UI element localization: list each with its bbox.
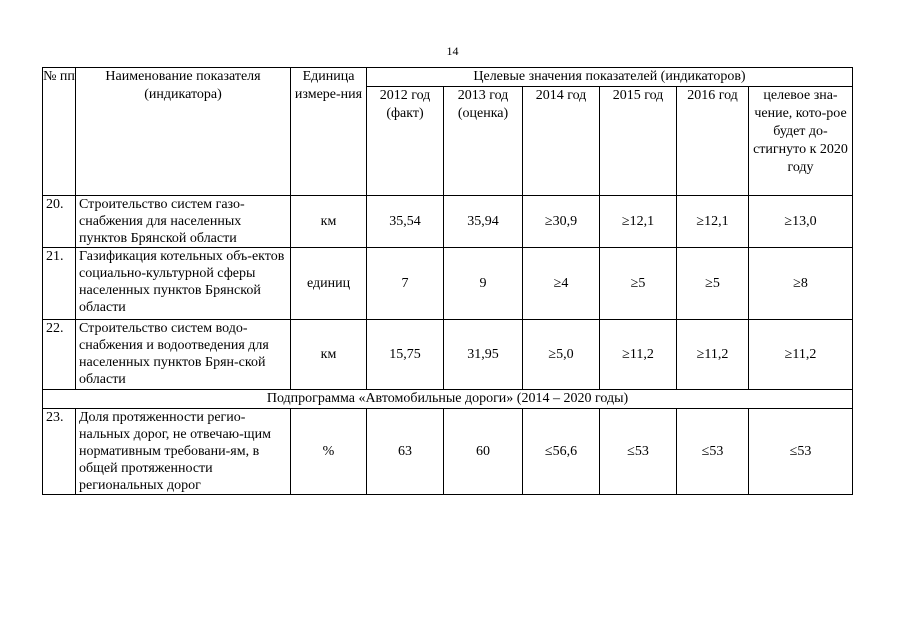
row-name: Доля протяженности регио-нальных дорог, не отвечаю-щим нормативным требовани-ям, в общей протяженности региональных дорог: [76, 409, 291, 495]
header-year-2016: 2016 год: [677, 87, 749, 196]
row-num: 23.: [43, 409, 76, 495]
header-unit: Единица измере-ния: [291, 68, 367, 196]
row-name: Газификация котельных объ-ектов социально-культурной сферы населенных пунктов Брянской области: [76, 248, 291, 320]
table-row: [43, 196, 853, 248]
row-value: ≤56,6: [523, 409, 600, 495]
row-name: Строительство систем водо-снабжения и водоотведения для населенных пунктов Брян-ской области: [76, 320, 291, 390]
row-value: ≥12,1: [600, 196, 677, 248]
row-value: 35,94: [444, 196, 523, 248]
row-value: 9: [444, 248, 523, 320]
row-unit: единиц: [291, 248, 367, 320]
row-value: ≥11,2: [677, 320, 749, 390]
row-value: ≥12,1: [677, 196, 749, 248]
row-value: ≥5: [677, 248, 749, 320]
subprogram-title: Подпрограмма «Автомобильные дороги» (2014 – 2020 годы): [43, 390, 853, 409]
row-value: ≤53: [677, 409, 749, 495]
row-unit: %: [291, 409, 367, 495]
header-year-2013: 2013 год (оценка): [444, 87, 523, 196]
row-num: 20.: [43, 196, 76, 248]
header-year-2015: 2015 год: [600, 87, 677, 196]
row-value: ≥13,0: [749, 196, 853, 248]
header-year-2012: 2012 год (факт): [367, 87, 444, 196]
row-value: ≥5: [600, 248, 677, 320]
header-year-2014: 2014 год: [523, 87, 600, 196]
row-value: 60: [444, 409, 523, 495]
header-targets: Целевые значения показателей (индикаторов): [367, 68, 853, 87]
subprogram-row: [43, 390, 853, 409]
table-row: [43, 409, 853, 495]
row-value: 63: [367, 409, 444, 495]
row-value: ≤53: [749, 409, 853, 495]
row-value: 15,75: [367, 320, 444, 390]
row-num: 22.: [43, 320, 76, 390]
row-value: ≥11,2: [749, 320, 853, 390]
row-value: ≤53: [600, 409, 677, 495]
table-row: [43, 320, 853, 390]
row-value: ≥5,0: [523, 320, 600, 390]
row-value: ≥4: [523, 248, 600, 320]
row-name: Строительство систем газо-снабжения для населенных пунктов Брянской области: [76, 196, 291, 248]
header-num: № пп: [43, 68, 76, 196]
row-num: 21.: [43, 248, 76, 320]
table-row: [43, 248, 853, 320]
page-number: 14: [446, 44, 459, 58]
indicators-table: [42, 67, 853, 495]
row-value: ≥30,9: [523, 196, 600, 248]
row-value: ≥8: [749, 248, 853, 320]
row-value: 7: [367, 248, 444, 320]
row-unit: км: [291, 320, 367, 390]
row-value: 35,54: [367, 196, 444, 248]
row-value: ≥11,2: [600, 320, 677, 390]
row-value: 31,95: [444, 320, 523, 390]
header-year-2020: целевое зна-чение, кото-рое будет до-стигнуто к 2020 году: [749, 87, 853, 196]
header-name: Наименование показателя (индикатора): [76, 68, 291, 196]
row-unit: км: [291, 196, 367, 248]
